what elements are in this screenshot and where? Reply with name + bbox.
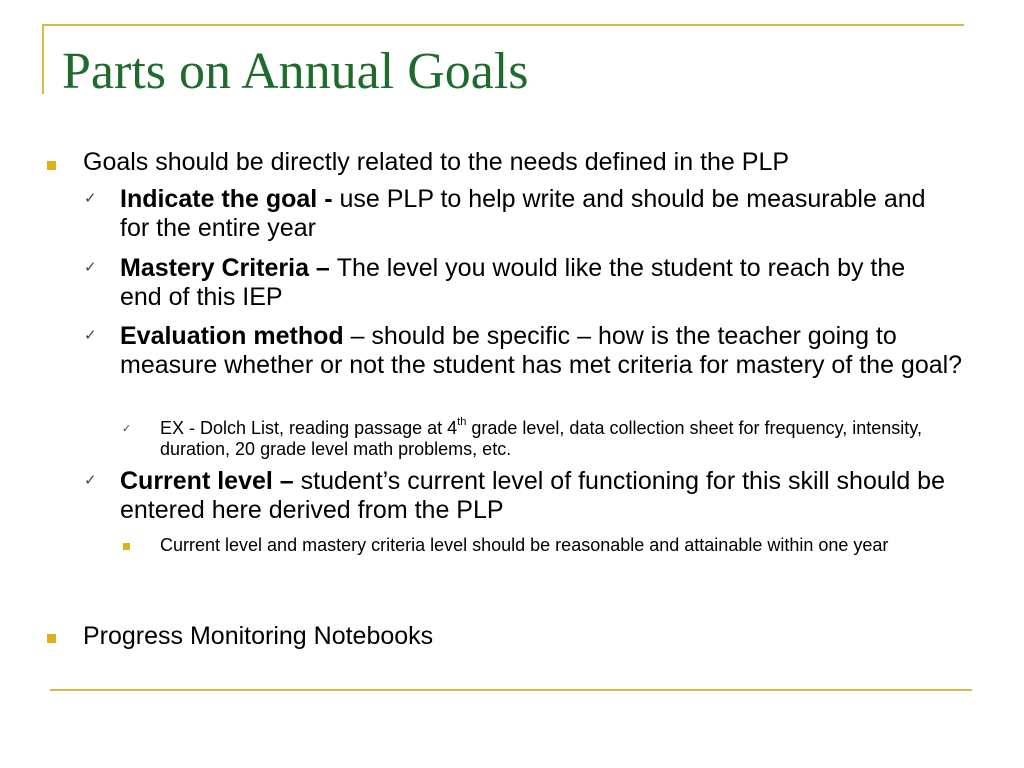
sub-bullet-indicate-goal [120,185,940,243]
square-bullet-icon [47,634,56,643]
label-indicate-goal: Indicate the goal - [120,185,340,213]
text-example-end: grade level, data collection sheet for frequency, intensity, duration, 20 grade level math problems, etc. [160,418,922,459]
label-evaluation-method: Evaluation method [120,322,344,350]
slide-title: Parts on Annual Goals [62,43,529,100]
checkmark-icon: ✓ [84,258,97,276]
text-current-level: student’s current level of functioning for this skill should be entered here derived from the PLP [120,467,945,524]
text-indicate-goal: use PLP to help write and should be measurable and for the entire year [120,185,926,242]
checkmark-icon: ✓ [84,326,97,344]
bullet-goals: Goals should be directly related to the needs defined in the PLP [83,148,790,176]
text-mastery-criteria: The level you would like the student to reach by the end of this IEP [120,254,906,311]
checkmark-icon: ✓ [122,422,132,435]
label-mastery-criteria: Mastery Criteria – [120,254,337,282]
sub-bullet-evaluation-method [120,322,970,380]
square-bullet-icon [123,543,130,550]
checkmark-icon: ✓ [84,471,97,489]
checkmark-icon: ✓ [84,189,97,207]
text-evaluation-method: – should be specific – how is the teacher going to measure whether or not the student has met criteria for mastery of the goal? [120,322,963,379]
superscript-th: th [457,416,467,428]
text-example-start: EX - Dolch List, reading passage at 4 [160,418,458,438]
label-current-level: Current level – [120,467,301,495]
bullet-progress-monitoring: Progress Monitoring Notebooks [83,622,434,650]
sub-bullet-mastery-criteria [120,254,940,312]
square-bullet-icon [47,161,56,170]
sub-bullet-current-level [120,467,970,525]
sub-sub-bullet-example [160,418,960,460]
sub-sub-bullet-reasonable: Current level and mastery criteria level should be reasonable and attainable within one year [160,535,889,555]
